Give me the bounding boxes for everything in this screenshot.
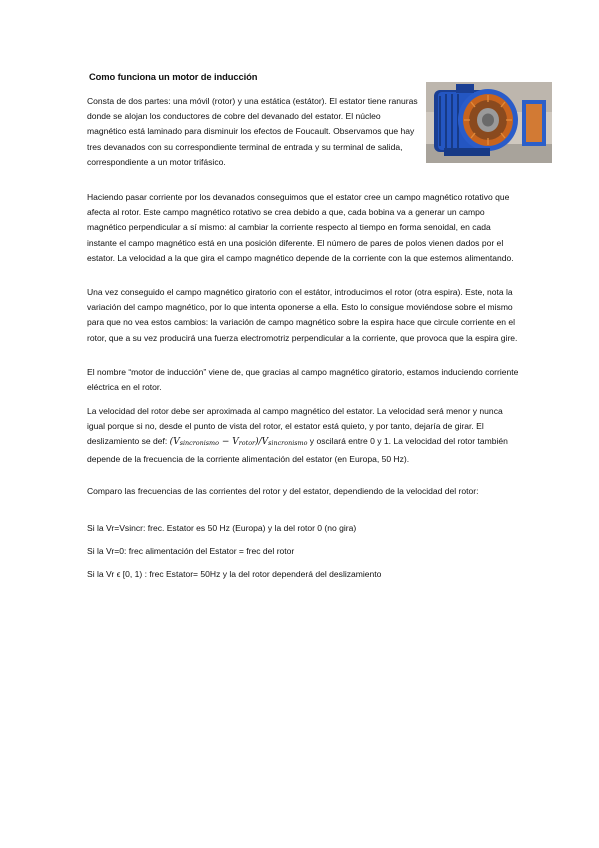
formula-close-div: )/ bbox=[255, 437, 262, 448]
case-line-1: Si la Vr=Vsincr: frec. Estator es 50 Hz (Europa) y la del rotor 0 (no gira) bbox=[87, 523, 357, 533]
paragraph-1: Consta de dos partes: una móvil (rotor) y una estática (estátor). El estator tiene ranuras donde se alojan los conductores de cobre del devanado del estator. El núcleo magnético está laminado para disminuir los efectos de Foucault. Observamos que hay tres devanados con su correspondiente terminal de entrada y su terminal de salida, correspondiente a un motor trifásico. bbox=[87, 96, 418, 167]
paragraph-5-text-after: y oscilará entre 0 y 1. La velocidad del rotor también depende de la frecuencia de la corriente alimentación del estator (en Europa, 50 Hz). bbox=[87, 436, 508, 464]
paragraph-5-text-before: La velocidad del rotor debe ser aproximada al campo magnético del estator. La velocidad será menor y nunca igual porque si no, desde el punto de vista del rotor, el estator está quieto, y por tanto, dejaría de girar. El deslizamiento se def: bbox=[87, 406, 503, 447]
motor-illustration bbox=[426, 82, 552, 163]
formula-open: ( bbox=[169, 437, 174, 448]
document-title: Como funciona un motor de inducción bbox=[89, 71, 258, 82]
case-line-3: Si la Vr ϵ [0, 1) : frec Estator= 50Hz y la del rotor dependerá del deslizamiento bbox=[87, 569, 382, 579]
induction-motor-image bbox=[426, 82, 552, 163]
paragraph-5 bbox=[87, 404, 519, 467]
paragraph-3: Una vez conseguido el campo magnético giratorio con el estátor, introducimos el rotor (otra espira). Este, nota la variación del campo magnético, por lo que intenta oponerse a ella. Esto lo consigue moviéndose sobre el mismo para que no vea estos cambios: la variación de campo magnético sobre la espira hace que circule corriente en el rotor, que a su vez producirá una fuerza electromotriz perpendicular a la corriente, que provoca que la espira gire. bbox=[87, 287, 518, 343]
formula-minus: − bbox=[218, 437, 233, 448]
formula-sub1: sincronismo bbox=[179, 439, 219, 448]
paragraph-2: Haciendo pasar corriente por los devanados conseguimos que el estator cree un campo magnético rotativo que afecta al rotor. Este campo magnético rotativo se crea debido a que, cada bobina va a generar un campo magnético perpendicular a sí mismo: al cambiar la corriente respecto al tiempo en forma senoidal, en cada instante el campo magnético está en una posición diferente. El número de pares de polos vienen dados por el estator. La velocidad a la que gira el campo magnético depende de la corriente con la que estemos alimentando. bbox=[87, 192, 514, 263]
formula-sub2: rotor bbox=[238, 439, 256, 448]
paragraph-6: Comparo las frecuencias de las corrientes del rotor y del estator, dependiendo de la velocidad del rotor: bbox=[87, 486, 479, 496]
slip-formula bbox=[170, 437, 308, 447]
case-line-2: Si la Vr=0: frec alimentación del Estator = frec del rotor bbox=[87, 546, 295, 556]
formula-v2: V bbox=[232, 437, 239, 448]
formula-v3: V bbox=[261, 437, 269, 448]
formula-v1: V bbox=[173, 437, 180, 448]
formula-sub3: sincronismo bbox=[268, 439, 308, 448]
paragraph-4: El nombre “motor de inducción” viene de, que gracias al campo magnético giratorio, estamos induciendo corriente eléctrica en el rotor. bbox=[87, 367, 519, 393]
